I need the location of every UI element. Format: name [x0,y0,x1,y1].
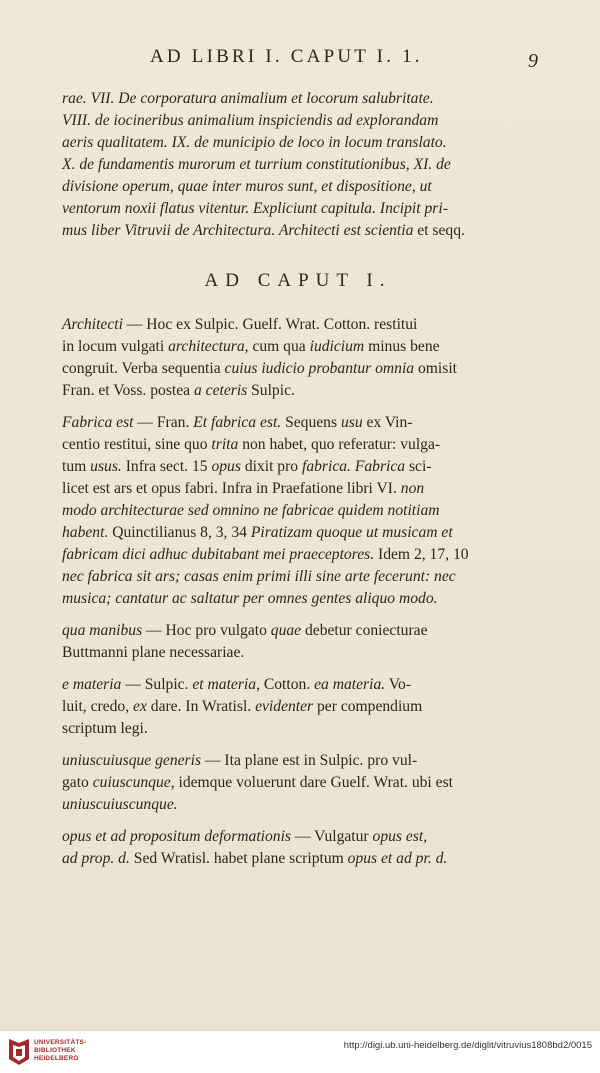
italic-text: qua manibus [62,622,143,639]
section-title: AD CAPUT I. [204,270,392,291]
roman-text: per compendium [313,698,423,715]
library-name: UNIVERSITÄTS- BIBLIOTHEK HEIDELBERG [34,1039,87,1062]
roman-text: Sed Wratisl. habet plane scriptum [129,850,348,867]
page-header [0,46,600,78]
roman-text: — Vulgatur [291,828,373,845]
roman-text: Quinctilianus 8, 3, 34 [108,524,251,541]
italic-text: usu [340,414,363,431]
italic-text: iudicium [309,338,365,355]
italic-text: mus liber Vitruvii de Architectura. Architecti est scientia [62,222,414,239]
italic-text: Piratizam quoque ut musicam et [250,524,453,541]
italic-text: evidenter [255,698,314,715]
university-library-logo-icon [6,1037,32,1067]
commentary-note [62,620,534,664]
italic-text: Architecti [62,316,123,333]
roman-text: tum [62,458,91,475]
chapter-summary [62,88,534,242]
running-head: AD LIBRI I. CAPUT I. 1. [150,46,423,67]
italic-text: uniuscuiuscunque. [62,796,178,813]
roman-text: debetur coniecturae [301,622,428,639]
commentary-note [62,412,534,610]
roman-text: dixit pro [240,458,302,475]
italic-text: non [400,480,425,497]
roman-text: Idem 2, 17, 10 [374,546,469,563]
commentary-note [62,750,534,816]
roman-text: — Hoc pro vulgato [142,622,271,639]
roman-text: — Fran. [133,414,194,431]
roman-text: Infra sect. 15 [121,458,212,475]
italic-text: divisione operum, quae inter muros sunt, et dispositione, ut [62,178,432,195]
italic-text: fabrica. Fabrica [302,458,406,475]
italic-text: Et fabrica est. [193,414,282,431]
commentary-note [62,674,534,740]
roman-text: in locum vulgati [62,338,169,355]
italic-text: musica; cantatur ac saltatur per omnes gentes aliquo modo. [62,590,438,607]
roman-text: Fran. et Voss. postea [62,382,194,399]
roman-text: non habet, quo referatur: vulga- [238,436,441,453]
italic-text: rae. VII. De corporatura animalium et locorum salubritate. [62,90,434,107]
roman-text: gato [62,774,93,791]
roman-text: scriptum legi. [62,720,148,737]
italic-text: opus [211,458,241,475]
italic-text: fabricam dici adhuc dubitabant mei praeceptores. [62,546,375,563]
italic-text: cuiuscunque [92,774,171,791]
roman-text: , idemque voluerunt dare Guelf. Wrat. ubi est [170,774,453,791]
page-body [62,88,534,880]
italic-text: X. de fundamentis murorum et turrium constitutionibus, XI. de [62,156,451,173]
roman-text: dare. In Wratisl. [146,698,256,715]
italic-text: cuius iudicio probantur omnia [224,360,415,377]
italic-text: architectura [168,338,245,355]
source-url-link[interactable]: http://digi.ub.uni-heidelberg.de/diglit/vitruvius1808bd2/0015 [343,1040,592,1051]
roman-text: congruit. Verba sequentia [62,360,225,377]
italic-text: opus est, [372,828,428,845]
roman-text: luit, credo, [62,698,134,715]
chapter-summary-paragraph [62,88,534,242]
italic-text: a ceteris [193,382,248,399]
roman-text: ex Vin- [362,414,413,431]
italic-text: nec fabrica sit ars; casas enim primi illi sine arte fecerunt: nec [62,568,456,585]
italic-text: aeris qualitatem. IX. de municipio de loco in locum translato. [62,134,447,151]
italic-text: ex [133,698,147,715]
footer-bar [0,1030,600,1073]
roman-text: , Cotton. [256,676,315,693]
roman-text: omisit [414,360,457,377]
roman-text: Buttmanni plane necessariae. [62,644,245,661]
roman-text: Vo- [385,676,412,693]
roman-text: Sequens [281,414,341,431]
roman-text: Sulpic. [247,382,295,399]
italic-text: opus et ad propositum deformationis [62,828,292,845]
italic-text: uniuscuiusque generis [62,752,202,769]
italic-text: et materia [192,676,257,693]
italic-text: ad prop. d. [62,850,130,867]
roman-text: licet est ars et opus fabri. Infra in Praefatione libri VI. [62,480,401,497]
roman-text: — Sulpic. [121,676,193,693]
roman-text: , cum qua [244,338,310,355]
italic-text: quae [270,622,302,639]
commentary-notes [62,314,534,870]
commentary-note [62,314,534,402]
roman-text: centio restitui, sine quo [62,436,212,453]
roman-text: sci- [405,458,432,475]
italic-text: Fabrica est [62,414,134,431]
italic-text: modo architecturae sed omnino ne fabricae quidem notitiam [62,502,440,519]
italic-text: VIII. de iocineribus animalium inspiciendis ad explorandam [62,112,439,129]
italic-text: usus. [90,458,122,475]
roman-text: et seqq. [413,222,465,239]
roman-text: — Ita plane est in Sulpic. pro vul- [201,752,418,769]
roman-text: minus bene [364,338,440,355]
roman-text: — Hoc ex Sulpic. Guelf. Wrat. Cotton. restitui [122,316,418,333]
italic-text: opus et ad pr. d. [347,850,448,867]
italic-text: ventorum noxii flatus vitentur. Expliciunt capitula. Incipit pri- [62,200,448,217]
commentary-note [62,826,534,870]
italic-text: ea materia. [314,676,386,693]
italic-text: e materia [62,676,122,693]
page-number: 9 [528,50,538,72]
italic-text: habent. [62,524,109,541]
italic-text: trita [211,436,239,453]
